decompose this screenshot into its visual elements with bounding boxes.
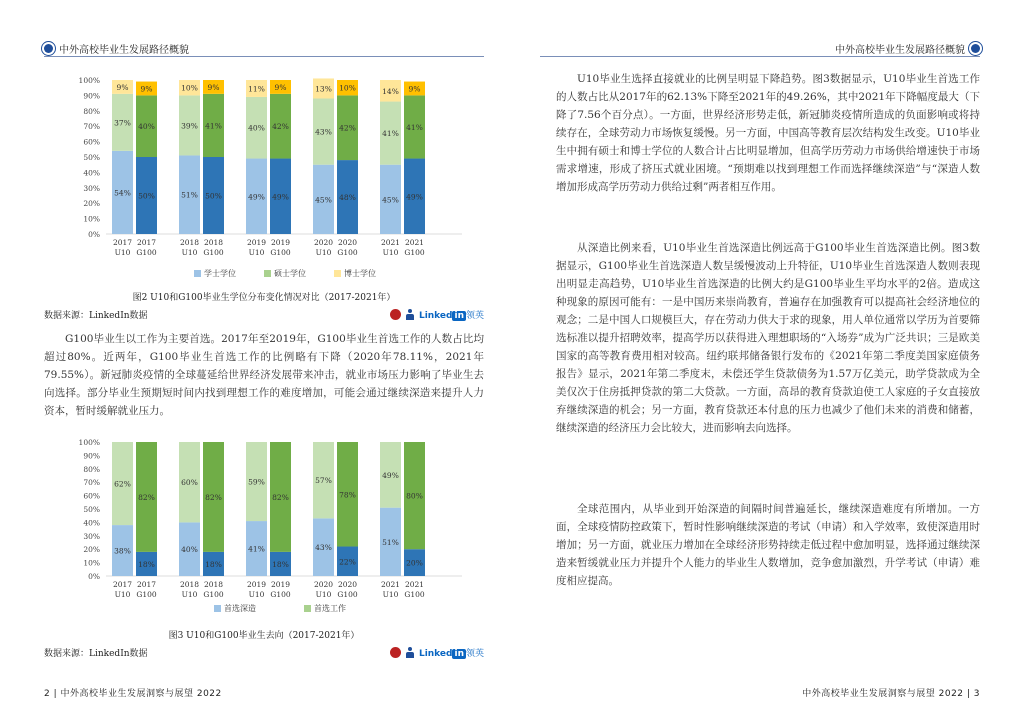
y-tick-label: 60%: [83, 491, 100, 501]
x-tick-label: 2017: [112, 580, 133, 589]
bar-value-label: 49%: [272, 192, 289, 202]
figure2-caption: 图2 U10和G100毕业生学位分布变化情况对比（2017-2021年）: [132, 293, 396, 303]
bar-value-label: 82%: [272, 492, 289, 502]
bar-value-label: 42%: [272, 122, 289, 132]
x-tick-label: U10: [315, 248, 332, 257]
legend-entry: 硕士学位: [274, 269, 306, 278]
y-tick-label: 50%: [83, 505, 100, 514]
bar-value-label: 48%: [339, 193, 356, 203]
x-tick-label: G100: [136, 248, 157, 257]
header-title-left: 中外高校毕业生发展路径概貌: [59, 45, 189, 56]
x-tick-label: G100: [270, 590, 291, 599]
legend-swatch: [334, 270, 341, 277]
legend-entry: 博士学位: [344, 269, 376, 278]
y-tick-label: 10%: [83, 558, 100, 568]
bar-value-label: 49%: [406, 192, 423, 202]
figure3-source-row: [44, 646, 484, 659]
x-tick-label: U10: [248, 590, 265, 599]
bar-value-label: 41%: [382, 129, 399, 139]
y-tick-label: 10%: [83, 214, 100, 224]
x-tick-label: 2020: [337, 580, 358, 589]
bar-value-label: 80%: [406, 491, 423, 501]
y-tick-label: 60%: [83, 137, 100, 147]
bar-value-label: 9%: [274, 82, 287, 92]
y-tick-label: 20%: [83, 199, 100, 209]
x-tick-label: U10: [114, 590, 131, 599]
x-tick-label: 2018: [203, 238, 224, 247]
x-tick-label: 2021: [380, 580, 401, 589]
x-tick-label: 2018: [179, 238, 200, 247]
bar-value-label: 40%: [181, 545, 198, 555]
bar-value-label: 59%: [248, 477, 265, 487]
bar-value-label: 49%: [248, 192, 265, 202]
figure2-source-row: [44, 308, 484, 321]
x-tick-label: U10: [382, 248, 399, 257]
bar-value-label: 10%: [339, 83, 356, 93]
person-figure-icon: [405, 647, 415, 658]
x-tick-label: 2021: [404, 580, 425, 589]
university-seal-icon: [390, 647, 401, 658]
y-tick-label: 80%: [83, 106, 100, 116]
bar-value-label: 18%: [205, 559, 222, 569]
legend-entry: 首选深造: [224, 604, 256, 613]
bar-value-label: 22%: [339, 557, 356, 567]
bar-value-label: 43%: [315, 127, 332, 137]
person-figure-icon: [405, 309, 415, 320]
x-tick-label: U10: [315, 590, 332, 599]
linkedin-logo: Linked in 领英: [418, 649, 484, 659]
y-tick-label: 90%: [83, 451, 100, 461]
y-tick-label: 30%: [83, 531, 100, 541]
y-tick-label: 70%: [83, 478, 100, 488]
right-body-paragraph-2: 从深造比例来看，U10毕业生首选深造比例远高于G100毕业生首选深造比例。图3数据显示，G100毕业生首选深造人数呈缓慢波动上升特征，U10毕业生首选深造人数则表现出明显走高趋势，U10毕业生首选深造的比例大约是G100毕业生平均水平的2倍。造成这种现象的原因可能有：一是中国历来崇尚教育，普遍存在加强教育可以提高社会经济地位的观念；二是中国人口规模巨大，存在劳动力供大于求的现象，用人单位通常以学历为首要筛选标准以提升招聘效率，提高学历以获得进入理想职场的“入场券”成为广泛共识；三是欧美国家的高等教育费用相对较高。纽约联邦储备银行发布的《2021年第二季度美国家庭债务报告》显示，2021年第二季度末，未偿还学生贷款债务为1.57万亿美元，助学贷款成为全美仅次于住房抵押贷款的第二大贷款。一方面，高昂的教育贷款迫使工人家庭的子女直接放弃继续深造的机会；另一方面，教育贷款还本付息的压力也减少了他们未来的消费和储蓄，继续深造的经济压力会比较大，进而影响去向选择。: [556, 242, 980, 434]
x-tick-label: 2018: [179, 580, 200, 589]
footer-left: 2 | 中外高校毕业生发展洞察与展望 2022: [44, 689, 222, 699]
x-tick-label: 2019: [246, 580, 267, 589]
page-header-right: [835, 41, 980, 56]
bar-value-label: 82%: [138, 492, 155, 502]
x-tick-label: 2017: [136, 238, 157, 247]
bar-value-label: 13%: [315, 84, 332, 94]
university-seal-icon: [390, 309, 401, 320]
bar-value-label: 82%: [205, 492, 222, 502]
figure3-source: 数据来源：LinkedIn数据: [44, 649, 148, 659]
bar-value-label: 62%: [114, 479, 131, 489]
page-header-left: [44, 41, 189, 56]
y-tick-label: 90%: [83, 91, 100, 101]
right-body-paragraph-1: U10毕业生选择直接就业的比例呈明显下降趋势。图3数据显示，U10毕业生首选工作的人数占比从2017年的62.13%下降至2021年的49.26%，其中2021年下降幅度最大（下降了7.56个百分点）。一方面，世界经济形势走低，新冠肺炎疫情所造成的负面影响或将持续存在，全球劳动力市场恢复缓慢。另一方面，中国高等教育层次结构发生改变。U10毕业生中拥有硕士和博士学位的人数合计占比明显增加，但高学历劳动力市场供给增速快于市场需求增速，形成了挤压式就业困境。“预期难以找到理想工作而选择继续深造”与“深造人数增加形成高学历劳动力供给过剩”两者相互作用。: [556, 73, 980, 193]
legend-swatch: [304, 605, 311, 612]
bar-value-label: 38%: [114, 546, 131, 556]
legend-swatch: [194, 270, 201, 277]
header-rule-right: [540, 56, 980, 57]
y-tick-label: 100%: [78, 438, 100, 447]
bar-value-label: 39%: [181, 121, 198, 131]
x-tick-label: 2020: [337, 238, 358, 247]
legend-swatch: [214, 605, 221, 612]
x-tick-label: 2021: [404, 238, 425, 247]
y-tick-label: 80%: [83, 464, 100, 474]
bar-value-label: 50%: [138, 191, 155, 201]
figure2-source: 数据来源：LinkedIn数据: [44, 311, 148, 321]
x-tick-label: G100: [404, 590, 425, 599]
bar-value-label: 51%: [181, 190, 198, 200]
bar-value-label: 40%: [138, 122, 155, 132]
x-tick-label: G100: [203, 248, 224, 257]
x-tick-label: U10: [382, 590, 399, 599]
left-body-paragraph: G100毕业生以工作为主要首选。2017年至2019年，G100毕业生首选工作的人数占比均超过80%。近两年，G100毕业生首选工作的比例略有下降（2020年78.11%，2021年79.55%）。新冠肺炎疫情的全球蔓延给世界经济发展带来冲击，就业市场压力影响了毕业生去向选择。部分毕业生预期短时间内找到理想工作的难度增加，可能会通过继续深造来提升人力资本，暂时缓解就业压力。: [44, 333, 484, 417]
x-tick-label: G100: [337, 248, 358, 257]
bar-value-label: 11%: [248, 84, 265, 94]
bar-value-label: 40%: [248, 123, 265, 133]
bar-value-label: 51%: [382, 537, 399, 547]
y-tick-label: 20%: [83, 545, 100, 555]
header-bullet-icon: [971, 44, 980, 53]
legend-swatch: [264, 270, 271, 277]
x-tick-label: U10: [248, 248, 265, 257]
bar-value-label: 45%: [382, 195, 399, 205]
x-tick-label: 2019: [270, 238, 291, 247]
bar-value-label: 9%: [116, 82, 129, 92]
bar-value-label: 20%: [406, 558, 423, 568]
bar-value-label: 78%: [339, 490, 356, 500]
x-tick-label: U10: [114, 248, 131, 257]
y-tick-label: 30%: [83, 183, 100, 193]
bar-value-label: 57%: [315, 476, 332, 486]
x-tick-label: U10: [181, 590, 198, 599]
figure3-caption: 图3 U10和G100毕业生去向（2017-2021年）: [168, 631, 360, 641]
figure3-chart: [44, 436, 484, 616]
y-tick-label: 70%: [83, 122, 100, 132]
bar-value-label: 14%: [382, 86, 399, 96]
x-tick-label: 2017: [112, 238, 133, 247]
y-tick-label: 40%: [83, 518, 100, 528]
logo-group: [390, 308, 484, 321]
x-tick-label: 2019: [246, 238, 267, 247]
legend-entry: 首选工作: [314, 604, 346, 613]
y-tick-label: 50%: [83, 153, 100, 162]
figure3-svg: [44, 436, 484, 616]
x-tick-label: U10: [181, 248, 198, 257]
bar-value-label: 41%: [205, 121, 222, 131]
bar-value-label: 43%: [315, 543, 332, 553]
y-tick-label: 0%: [88, 572, 100, 581]
header-bullet-icon: [44, 44, 53, 53]
y-tick-label: 100%: [78, 76, 100, 85]
footer-right: 中外高校毕业生发展洞察与展望 2022 | 3: [802, 689, 980, 699]
y-tick-label: 0%: [88, 230, 100, 239]
x-tick-label: 2018: [203, 580, 224, 589]
bar-value-label: 37%: [114, 118, 131, 128]
bar-value-label: 9%: [140, 84, 153, 94]
x-tick-label: 2020: [313, 238, 334, 247]
x-tick-label: G100: [136, 590, 157, 599]
logo-group: [390, 646, 484, 659]
x-tick-label: G100: [270, 248, 291, 257]
x-tick-label: 2020: [313, 580, 334, 589]
bar-value-label: 42%: [339, 123, 356, 133]
bar-value-label: 18%: [138, 559, 155, 569]
bar-value-label: 49%: [382, 470, 399, 480]
bar-value-label: 10%: [181, 83, 198, 93]
header-rule-left: [44, 56, 484, 57]
bar-value-label: 50%: [205, 191, 222, 201]
x-tick-label: G100: [404, 248, 425, 257]
x-tick-label: 2017: [136, 580, 157, 589]
x-tick-label: 2019: [270, 580, 291, 589]
x-tick-label: G100: [337, 590, 358, 599]
bar-value-label: 41%: [248, 544, 265, 554]
header-title-right: 中外高校毕业生发展路径概貌: [835, 45, 965, 56]
x-tick-label: 2021: [380, 238, 401, 247]
y-tick-label: 40%: [83, 168, 100, 178]
bar-value-label: 9%: [207, 82, 220, 92]
right-body-paragraph-3: 全球范围内，从毕业到开始深造的间隔时间普遍延长，继续深造难度有所增加。一方面，全球疫情防控政策下，暂时性影响继续深造的考试（申请）和入学效率，致使深造用时增加；另一方面，就业压力增加在全球经济形势持续走低过程中愈加明显，选择通过继续深造来暂缓就业压力并提升个人能力的毕业生人数增加，竞争愈加激烈，升学考试（申请）难度相应提高。: [556, 503, 980, 587]
bar-value-label: 60%: [181, 478, 198, 488]
figure2-chart: [44, 70, 484, 285]
bar-value-label: 45%: [315, 195, 332, 205]
x-tick-label: G100: [203, 590, 224, 599]
bar-value-label: 41%: [406, 122, 423, 132]
figure2-svg: [44, 70, 484, 285]
legend-entry: 学士学位: [204, 269, 236, 278]
linkedin-logo: Linked in 领英: [418, 311, 484, 321]
bar-value-label: 18%: [272, 559, 289, 569]
bar-value-label: 54%: [114, 188, 131, 198]
bar-value-label: 9%: [408, 84, 421, 94]
